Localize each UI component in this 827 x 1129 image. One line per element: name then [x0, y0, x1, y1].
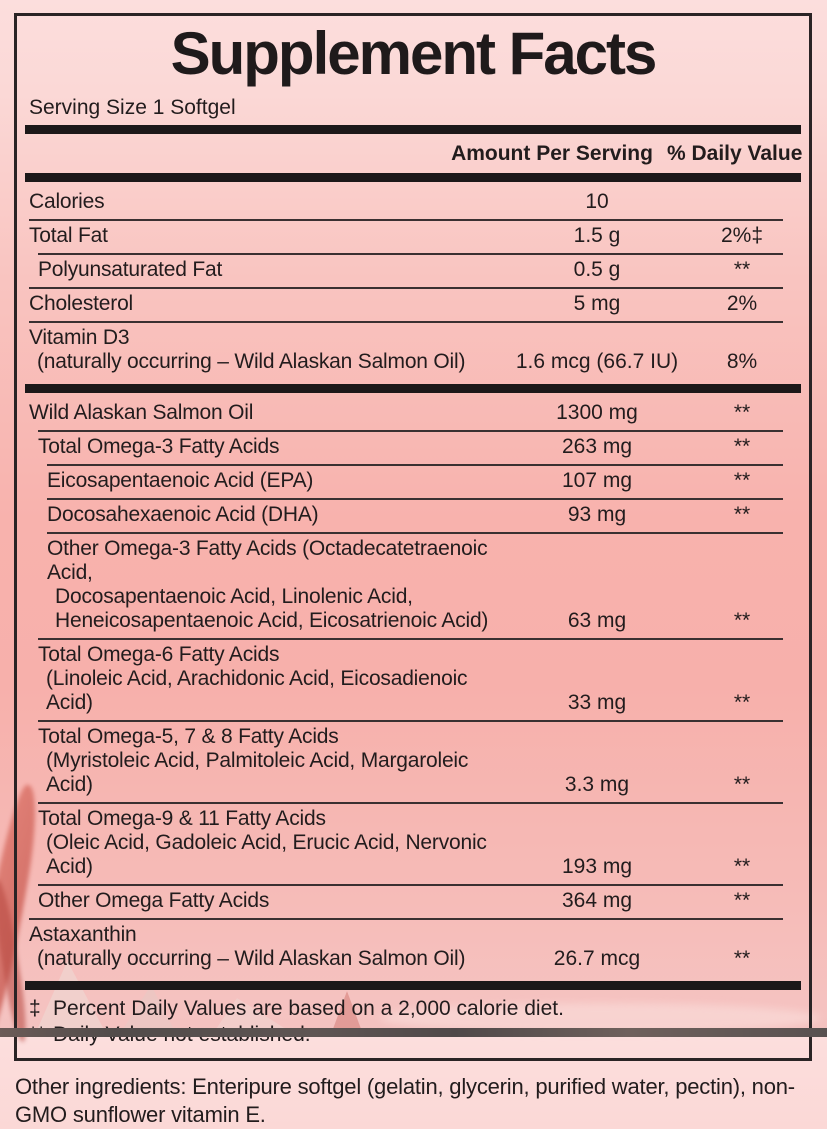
amount-per-serving: 193 mg: [561, 855, 633, 878]
amount-per-serving: 3.3 mg: [564, 773, 630, 796]
serving-size: Serving Size 1 Softgel: [29, 96, 236, 119]
percent-daily-value: **: [733, 889, 751, 912]
nutrient-name-line: (Oleic Acid, Gadoleic Acid, Erucic Acid, Nervonic Acid): [46, 831, 487, 878]
percent-daily-value: **: [733, 773, 751, 796]
nutrient-name-line: Eicosapentaenoic Acid (EPA): [47, 469, 314, 492]
nutrient-name-line: (naturally occurring – Wild Alaskan Salmon Oil): [37, 947, 466, 970]
table-row: [29, 920, 797, 976]
column-header-row: [29, 139, 803, 168]
divider-bar-thick: [25, 384, 801, 393]
amount-per-serving: 26.7 mcg: [553, 947, 641, 970]
table-row: [29, 534, 797, 638]
percent-daily-value: **: [733, 435, 751, 458]
amount-per-serving: 63 mg: [567, 609, 627, 632]
nutrient-name: [29, 537, 507, 633]
divider-bar-thick: [25, 981, 801, 990]
percent-daily-value: **: [733, 503, 751, 526]
table-row: [29, 398, 797, 430]
nutrient-name: [29, 224, 507, 248]
table-row: [29, 432, 797, 464]
percent-daily-value: **: [733, 469, 751, 492]
amount-per-serving: 1.5 g: [573, 224, 621, 247]
column-header-daily-value: % Daily Value: [667, 142, 803, 165]
amount-per-serving: 33 mg: [567, 691, 627, 714]
nutrient-name: [29, 190, 507, 214]
nutrient-name-line: Calories: [29, 190, 105, 213]
column-header-spacer: [29, 141, 437, 167]
nutrient-name-line: (naturally occurring – Wild Alaskan Salmon Oil): [37, 350, 466, 373]
amount-per-serving: 364 mg: [561, 889, 633, 912]
nutrient-name-line: Docosapentaenoic Acid, Linolenic Acid,: [55, 585, 413, 608]
nutrient-name-line: (Linoleic Acid, Arachidonic Acid, Eicosadienoic Acid): [46, 667, 468, 714]
table-row: [29, 500, 797, 532]
nutrient-name-line: Docosahexaenoic Acid (DHA): [47, 503, 319, 526]
nutrient-name: [29, 503, 507, 527]
nutrient-name: [29, 725, 507, 797]
amount-per-serving: 263 mg: [561, 435, 633, 458]
amount-per-serving: 107 mg: [561, 469, 633, 492]
nutrient-name-line: Other Omega-3 Fatty Acids (Octadecatetraenoic Acid,: [47, 537, 488, 584]
table-row: [29, 722, 797, 802]
table-row: [29, 804, 797, 884]
nutrient-name-line: Total Omega-5, 7 & 8 Fatty Acids: [38, 725, 339, 748]
nutrient-name: [29, 889, 507, 913]
nutrient-name-line: Heneicosapentaenoic Acid, Eicosatrienoic Acid): [55, 609, 489, 632]
amount-per-serving: 0.5 g: [573, 258, 621, 281]
percent-daily-value: **: [733, 609, 751, 632]
table-row: [29, 221, 797, 253]
nutrient-name-line: Total Omega-9 & 11 Fatty Acids: [38, 807, 326, 830]
column-header-amount: Amount Per Serving: [451, 142, 653, 165]
photo-edge-strip: [0, 1028, 827, 1037]
nutrient-name: [29, 923, 507, 971]
divider-bar-thick: [25, 173, 801, 182]
nutrient-name: [29, 326, 507, 374]
nutrient-name: [29, 469, 507, 493]
nutrient-name: [29, 643, 507, 715]
nutrient-name: [29, 258, 507, 282]
panel-title: Supplement Facts: [170, 20, 656, 87]
table-row: [29, 640, 797, 720]
amount-per-serving: 10: [585, 190, 609, 213]
nutrient-name-line: Vitamin D3: [29, 326, 130, 349]
footnote-text: Percent Daily Values are based on a 2,000 calorie diet.: [53, 997, 564, 1020]
nutrient-table: [29, 187, 797, 976]
nutrient-name: [29, 292, 507, 316]
percent-daily-value: **: [733, 258, 751, 281]
nutrient-name: [29, 401, 507, 425]
nutrient-name-line: Cholesterol: [29, 292, 134, 315]
percent-daily-value: 2%: [726, 292, 758, 315]
table-row: [29, 886, 797, 918]
amount-per-serving: 1.6 mcg (66.7 IU): [515, 350, 679, 373]
nutrient-name-line: (Myristoleic Acid, Palmitoleic Acid, Margaroleic Acid): [46, 749, 469, 796]
footnote-line: [29, 996, 797, 1022]
nutrient-name-line: Astaxanthin: [29, 923, 137, 946]
amount-per-serving: 5 mg: [573, 292, 621, 315]
table-row: [29, 466, 797, 498]
percent-daily-value: **: [733, 401, 751, 424]
footnote-marker: ‡: [29, 997, 41, 1020]
percent-daily-value: 2%‡: [720, 224, 764, 247]
table-row: [29, 289, 797, 321]
nutrient-name-line: Wild Alaskan Salmon Oil: [29, 401, 254, 424]
table-row: [29, 323, 797, 379]
nutrient-name-line: Polyunsaturated Fat: [38, 258, 223, 281]
supplement-facts-panel: [14, 13, 812, 1061]
divider-bar-thick: [25, 125, 801, 134]
table-row: [29, 255, 797, 287]
percent-daily-value: **: [733, 855, 751, 878]
nutrient-name-line: Other Omega Fatty Acids: [38, 889, 270, 912]
percent-daily-value: 8%: [726, 350, 758, 373]
nutrient-name-line: Total Fat: [29, 224, 108, 247]
nutrient-name: [29, 807, 507, 879]
amount-per-serving: 93 mg: [567, 503, 627, 526]
other-ingredients: Other ingredients: Enteripure softgel (gelatin, glycerin, purified water, pectin), non-GMO sunflower vitamin E.: [15, 1074, 795, 1127]
percent-daily-value: **: [733, 691, 751, 714]
amount-per-serving: 1300 mg: [556, 401, 638, 424]
percent-daily-value: **: [733, 947, 751, 970]
table-row: [29, 187, 797, 219]
nutrient-name-line: Total Omega-3 Fatty Acids: [38, 435, 280, 458]
nutrient-name-line: Total Omega-6 Fatty Acids: [38, 643, 280, 666]
nutrient-name: [29, 435, 507, 459]
